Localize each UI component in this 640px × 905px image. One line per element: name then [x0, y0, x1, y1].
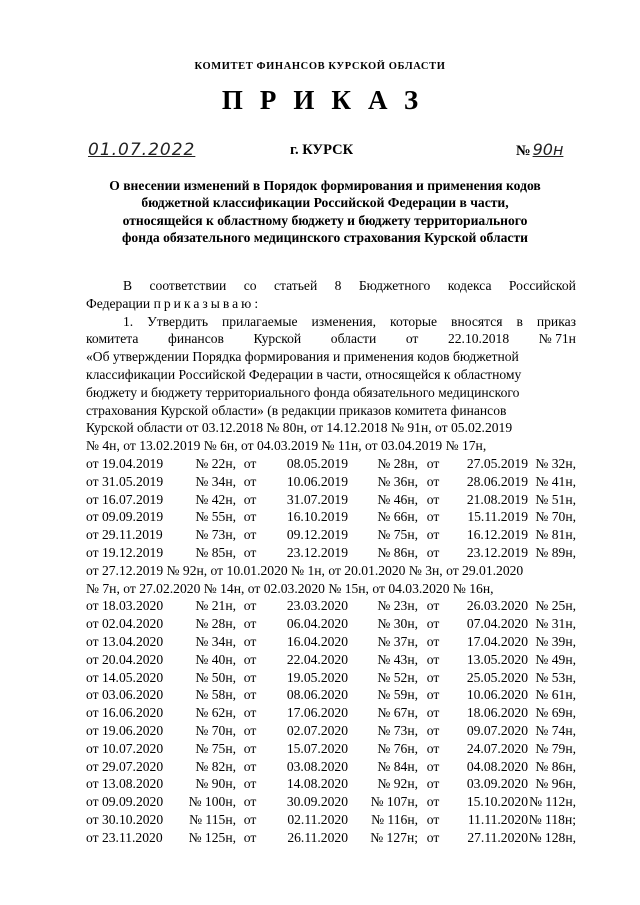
word: вносятся	[451, 313, 503, 329]
ref-date: 27.05.2019	[466, 455, 528, 471]
word: 1.	[123, 313, 134, 329]
ref-number: № 22н,	[195, 455, 236, 471]
reference-row	[86, 811, 576, 829]
ref-from: от	[243, 598, 257, 614]
ref-from: от	[426, 669, 440, 685]
ref-number: № 73н,	[377, 722, 418, 738]
ref-number: № 92н,	[377, 776, 418, 792]
ref-date: от 14.05.2020	[86, 669, 164, 685]
ref-from: от	[243, 811, 257, 827]
ref-date: 18.06.2020	[466, 705, 528, 721]
ref-number: № 32н,	[535, 455, 576, 471]
city-label: г. КУРСК	[290, 142, 354, 158]
ref-date: 17.04.2020	[466, 633, 528, 649]
ref-date: от 19.06.2020	[86, 722, 164, 738]
ref-number: № 100н,	[188, 794, 236, 810]
ref-from: от	[243, 776, 257, 792]
subject-line: бюджетной классификации Российской Федерации в части,	[141, 195, 509, 211]
ref-date: от 09.09.2019	[86, 509, 164, 525]
document-type-title: ПРИКАЗ	[221, 85, 436, 115]
organization-name: КОМИТЕТ ФИНАНСОВ КУРСКОЙ ОБЛАСТИ	[194, 61, 446, 72]
ref-date: от 20.04.2020	[86, 651, 164, 667]
ref-number: № 39н,	[535, 633, 576, 649]
ref-number: № 31н,	[535, 616, 576, 632]
ref-from: от	[426, 633, 440, 649]
item1-text-line: № 4н, от 13.02.2019 № 6н, от 04.03.2019 № 11н, от 03.04.2019 № 17н,	[86, 438, 487, 454]
reference-row	[86, 704, 576, 722]
ref-from: от	[426, 758, 440, 774]
ref-date: 26.03.2020	[466, 598, 528, 614]
ref-number: № 70н,	[535, 509, 576, 525]
subject-line: О внесении изменений в Порядок формирования и применения кодов	[109, 178, 541, 193]
ref-date: 08.05.2019	[286, 455, 348, 471]
ref-from: от	[426, 794, 440, 810]
ref-date: 23.03.2020	[286, 598, 348, 614]
number-sign: №	[516, 143, 531, 159]
ref-from: от	[243, 651, 257, 667]
item1-text-line: классификации Российской Федерации в части, относящейся к областному	[86, 366, 522, 382]
references-line: № 7н, от 27.02.2020 № 14н, от 02.03.2020 № 15н, от 04.03.2020 № 16н,	[86, 580, 494, 596]
ref-number: № 30н,	[377, 616, 418, 632]
ref-from: от	[243, 455, 257, 471]
ref-date: от 02.04.2020	[86, 616, 164, 632]
ref-number: № 96н,	[535, 776, 576, 792]
ref-date: от 19.12.2019	[86, 544, 164, 560]
word: Федерации	[86, 295, 151, 311]
word: финансов	[168, 331, 224, 347]
ref-date: 21.08.2019	[466, 491, 528, 507]
word: № 71н	[538, 331, 576, 347]
ref-date: 15.10.2020	[466, 794, 528, 810]
ref-number: № 116н,	[371, 811, 418, 827]
ref-date: от 23.11.2020	[86, 829, 163, 845]
ref-from: от	[426, 829, 440, 845]
ref-date: 07.04.2020	[466, 616, 528, 632]
reference-row	[86, 526, 576, 544]
ref-from: от	[243, 758, 257, 774]
reference-row	[86, 473, 576, 491]
word: 22.10.2018	[447, 331, 510, 347]
word: Утвердить	[147, 313, 209, 329]
ref-from: от	[243, 633, 257, 649]
ref-number: № 37н,	[377, 633, 418, 649]
reference-row	[86, 508, 576, 526]
ref-number: № 73н,	[195, 527, 236, 543]
ref-date: 25.05.2020	[466, 669, 528, 685]
ref-from: от	[426, 473, 440, 489]
ref-from: от	[426, 651, 440, 667]
item1-text-line: бюджету и бюджету территориального фонда обязательного медицинского	[86, 384, 520, 400]
ref-from: от	[243, 794, 257, 810]
ref-from: от	[243, 544, 257, 560]
word: кодекса	[447, 278, 492, 293]
item1-line	[86, 330, 576, 348]
order-subject	[60, 177, 590, 247]
ref-from: от	[243, 687, 257, 703]
word: комитета	[86, 331, 139, 347]
ref-date: 08.06.2020	[286, 687, 348, 703]
ref-date: от 19.04.2019	[86, 455, 164, 471]
ref-from: от	[243, 705, 257, 721]
ref-date: 17.06.2020	[286, 705, 348, 721]
ref-number: № 34н,	[195, 473, 236, 489]
references-line: от 27.12.2019 № 92н, от 10.01.2020 № 1н, от 20.01.2020 № 3н, от 29.01.2020	[86, 562, 524, 578]
ref-number: № 49н,	[535, 651, 576, 667]
ref-number: № 66н,	[377, 509, 418, 525]
ref-number: № 128н,	[528, 829, 576, 845]
ref-from: от	[426, 598, 440, 614]
ref-from: от	[243, 740, 257, 756]
reference-row	[86, 615, 576, 633]
ref-number: № 36н,	[377, 473, 418, 489]
ref-number: № 75н,	[377, 527, 418, 543]
ref-number: № 86н,	[535, 758, 576, 774]
ref-number: № 62н,	[195, 705, 236, 721]
ref-date: 13.05.2020	[466, 651, 528, 667]
ref-number: № 28н,	[377, 455, 418, 471]
ref-date: 03.09.2020	[466, 776, 528, 792]
word: 8	[334, 278, 342, 293]
ref-date: 03.08.2020	[286, 758, 348, 774]
ref-date: от 09.09.2020	[86, 794, 164, 810]
order-body	[86, 277, 576, 847]
ref-from: от	[243, 616, 257, 632]
ref-number: № 42н,	[195, 491, 236, 507]
handwritten-date: 01.07.2022	[88, 140, 196, 160]
ref-from: от	[426, 491, 440, 507]
word: В	[123, 278, 133, 293]
subject-line: относящейся к областному бюджету и бюджету территориального	[122, 212, 528, 228]
ref-date: 22.04.2020	[286, 651, 348, 667]
reference-row	[86, 793, 576, 811]
ref-date: от 29.11.2019	[86, 527, 163, 543]
word: в	[516, 313, 523, 329]
ref-date: 14.08.2020	[286, 776, 348, 792]
ref-date: 10.06.2020	[466, 687, 528, 703]
ref-from: от	[426, 527, 440, 543]
ref-date: 16.12.2019	[466, 527, 528, 543]
word: статьей	[273, 278, 318, 293]
word: Российской	[508, 278, 576, 293]
ref-number: № 127н;	[370, 829, 418, 845]
ref-number: № 85н,	[195, 544, 236, 560]
ref-number: № 90н,	[195, 776, 236, 792]
reference-row	[86, 669, 576, 687]
ref-number: № 40н,	[195, 651, 236, 667]
ref-number: № 69н,	[535, 705, 576, 721]
ref-date: 04.08.2020	[466, 758, 528, 774]
ref-date: 09.12.2019	[286, 527, 348, 543]
ref-number: № 23н,	[377, 598, 418, 614]
ref-date: от 16.06.2020	[86, 705, 164, 721]
word: Бюджетного	[358, 278, 431, 293]
ref-from: от	[426, 616, 440, 632]
order-word: приказываю:	[153, 295, 262, 311]
ref-from: от	[243, 669, 257, 685]
reference-row	[86, 686, 576, 704]
item1-text-line: «Об утверждении Порядка формирования и применения кодов бюджетной	[86, 349, 519, 365]
ref-date: 19.05.2020	[286, 669, 348, 685]
ref-number: № 118н;	[528, 811, 576, 827]
ref-date: от 30.10.2020	[86, 811, 164, 827]
item1-text-line: страхования Курской области» (в редакции приказов комитета финансов	[86, 402, 507, 418]
ref-number: № 81н,	[535, 527, 576, 543]
ref-number: № 70н,	[195, 722, 236, 738]
word: изменения,	[311, 313, 377, 329]
ref-date: от 16.07.2019	[86, 491, 164, 507]
ref-date: 26.11.2020	[287, 829, 348, 845]
ref-from: от	[426, 705, 440, 721]
references-table	[86, 597, 576, 846]
ref-date: от 18.03.2020	[86, 598, 164, 614]
ref-date: от 03.06.2020	[86, 687, 164, 703]
ref-number: № 34н,	[195, 633, 236, 649]
ref-date: 31.07.2019	[286, 491, 348, 507]
reference-row	[86, 633, 576, 651]
ref-date: 15.07.2020	[286, 740, 348, 756]
ref-date: 11.11.2020	[467, 811, 528, 827]
ref-from: от	[426, 776, 440, 792]
ref-number: № 51н,	[535, 491, 576, 507]
ref-date: 27.11.2020	[467, 829, 528, 845]
ref-date: 16.04.2020	[286, 633, 348, 649]
reference-row	[86, 758, 576, 776]
ref-from: от	[243, 509, 257, 525]
word: прилагаемые	[221, 313, 298, 329]
word: которые	[390, 313, 438, 329]
ref-number: № 50н,	[195, 669, 236, 685]
ref-number: № 125н,	[188, 829, 236, 845]
ref-from: от	[426, 544, 440, 560]
ref-number: № 46н,	[377, 491, 418, 507]
ref-from: от	[426, 740, 440, 756]
ref-date: 28.06.2019	[466, 473, 528, 489]
ref-date: от 29.07.2020	[86, 758, 164, 774]
ref-number: № 74н,	[535, 722, 576, 738]
word: Курской	[253, 331, 302, 347]
ref-date: 23.12.2019	[286, 544, 348, 560]
ref-number: № 41н,	[535, 473, 576, 489]
ref-number: № 107н,	[370, 794, 418, 810]
reference-row	[86, 740, 576, 758]
ref-number: № 89н,	[535, 544, 576, 560]
word: со	[243, 278, 257, 293]
ref-number: № 67н,	[377, 705, 418, 721]
ref-date: от 10.07.2020	[86, 740, 164, 756]
references-table	[86, 455, 576, 562]
ref-number: № 59н,	[377, 687, 418, 703]
ref-date: от 31.05.2019	[86, 473, 164, 489]
ref-from: от	[243, 491, 257, 507]
reference-row	[86, 829, 576, 847]
ref-from: от	[243, 527, 257, 543]
word: соответствии	[149, 278, 227, 293]
ref-from: от	[243, 722, 257, 738]
word: приказ	[536, 313, 576, 329]
reference-row	[86, 491, 576, 509]
ref-date: 09.07.2020	[466, 722, 528, 738]
ref-number: № 25н,	[535, 598, 576, 614]
reference-row	[86, 651, 576, 669]
ref-from: от	[426, 455, 440, 471]
ref-from: от	[426, 687, 440, 703]
ref-number: № 82н,	[195, 758, 236, 774]
ref-number: № 58н,	[195, 687, 236, 703]
preamble-line	[86, 277, 576, 295]
ref-date: 30.09.2020	[286, 794, 348, 810]
ref-date: 15.11.2019	[467, 509, 528, 525]
ref-date: 02.07.2020	[286, 722, 348, 738]
word: от	[405, 331, 419, 347]
ref-date: 02.11.2020	[287, 811, 348, 827]
ref-number: № 55н,	[195, 509, 236, 525]
reference-row	[86, 544, 576, 562]
preamble-line	[86, 295, 576, 313]
ref-number: № 61н,	[535, 687, 576, 703]
ref-number: № 86н,	[377, 544, 418, 560]
ref-from: от	[426, 722, 440, 738]
reference-row	[86, 597, 576, 615]
reference-row	[86, 775, 576, 793]
ref-number: № 43н,	[377, 651, 418, 667]
reference-row	[86, 455, 576, 473]
ref-number: № 75н,	[195, 740, 236, 756]
subject-line: фонда обязательного медицинского страхования Курской области	[122, 230, 528, 246]
handwritten-number: 90н	[532, 140, 564, 159]
ref-number: № 52н,	[377, 669, 418, 685]
order-number	[516, 140, 563, 160]
ref-date: 10.06.2019	[286, 473, 348, 489]
ref-number: № 28н,	[195, 616, 236, 632]
ref-date: 24.07.2020	[466, 740, 528, 756]
ref-number: № 112н,	[529, 794, 576, 810]
word: области	[330, 331, 377, 347]
ref-date: 23.12.2019	[466, 544, 528, 560]
ref-from: от	[243, 829, 257, 845]
ref-from: от	[426, 811, 440, 827]
ref-date: от 13.04.2020	[86, 633, 164, 649]
ref-number: № 21н,	[195, 598, 236, 614]
ref-number: № 84н,	[377, 758, 418, 774]
ref-from: от	[426, 509, 440, 525]
ref-date: 16.10.2019	[286, 509, 348, 525]
ref-date: от 13.08.2020	[86, 776, 164, 792]
ref-number: № 115н,	[189, 811, 236, 827]
reference-row	[86, 722, 576, 740]
item1-line	[86, 313, 576, 331]
item1-text-line: Курской области от 03.12.2018 № 80н, от 14.12.2018 № 91н, от 05.02.2019	[86, 420, 513, 436]
ref-from: от	[243, 473, 257, 489]
ref-number: № 53н,	[535, 669, 576, 685]
ref-number: № 76н,	[377, 740, 418, 756]
ref-number: № 79н,	[535, 740, 576, 756]
ref-date: 06.04.2020	[286, 616, 348, 632]
